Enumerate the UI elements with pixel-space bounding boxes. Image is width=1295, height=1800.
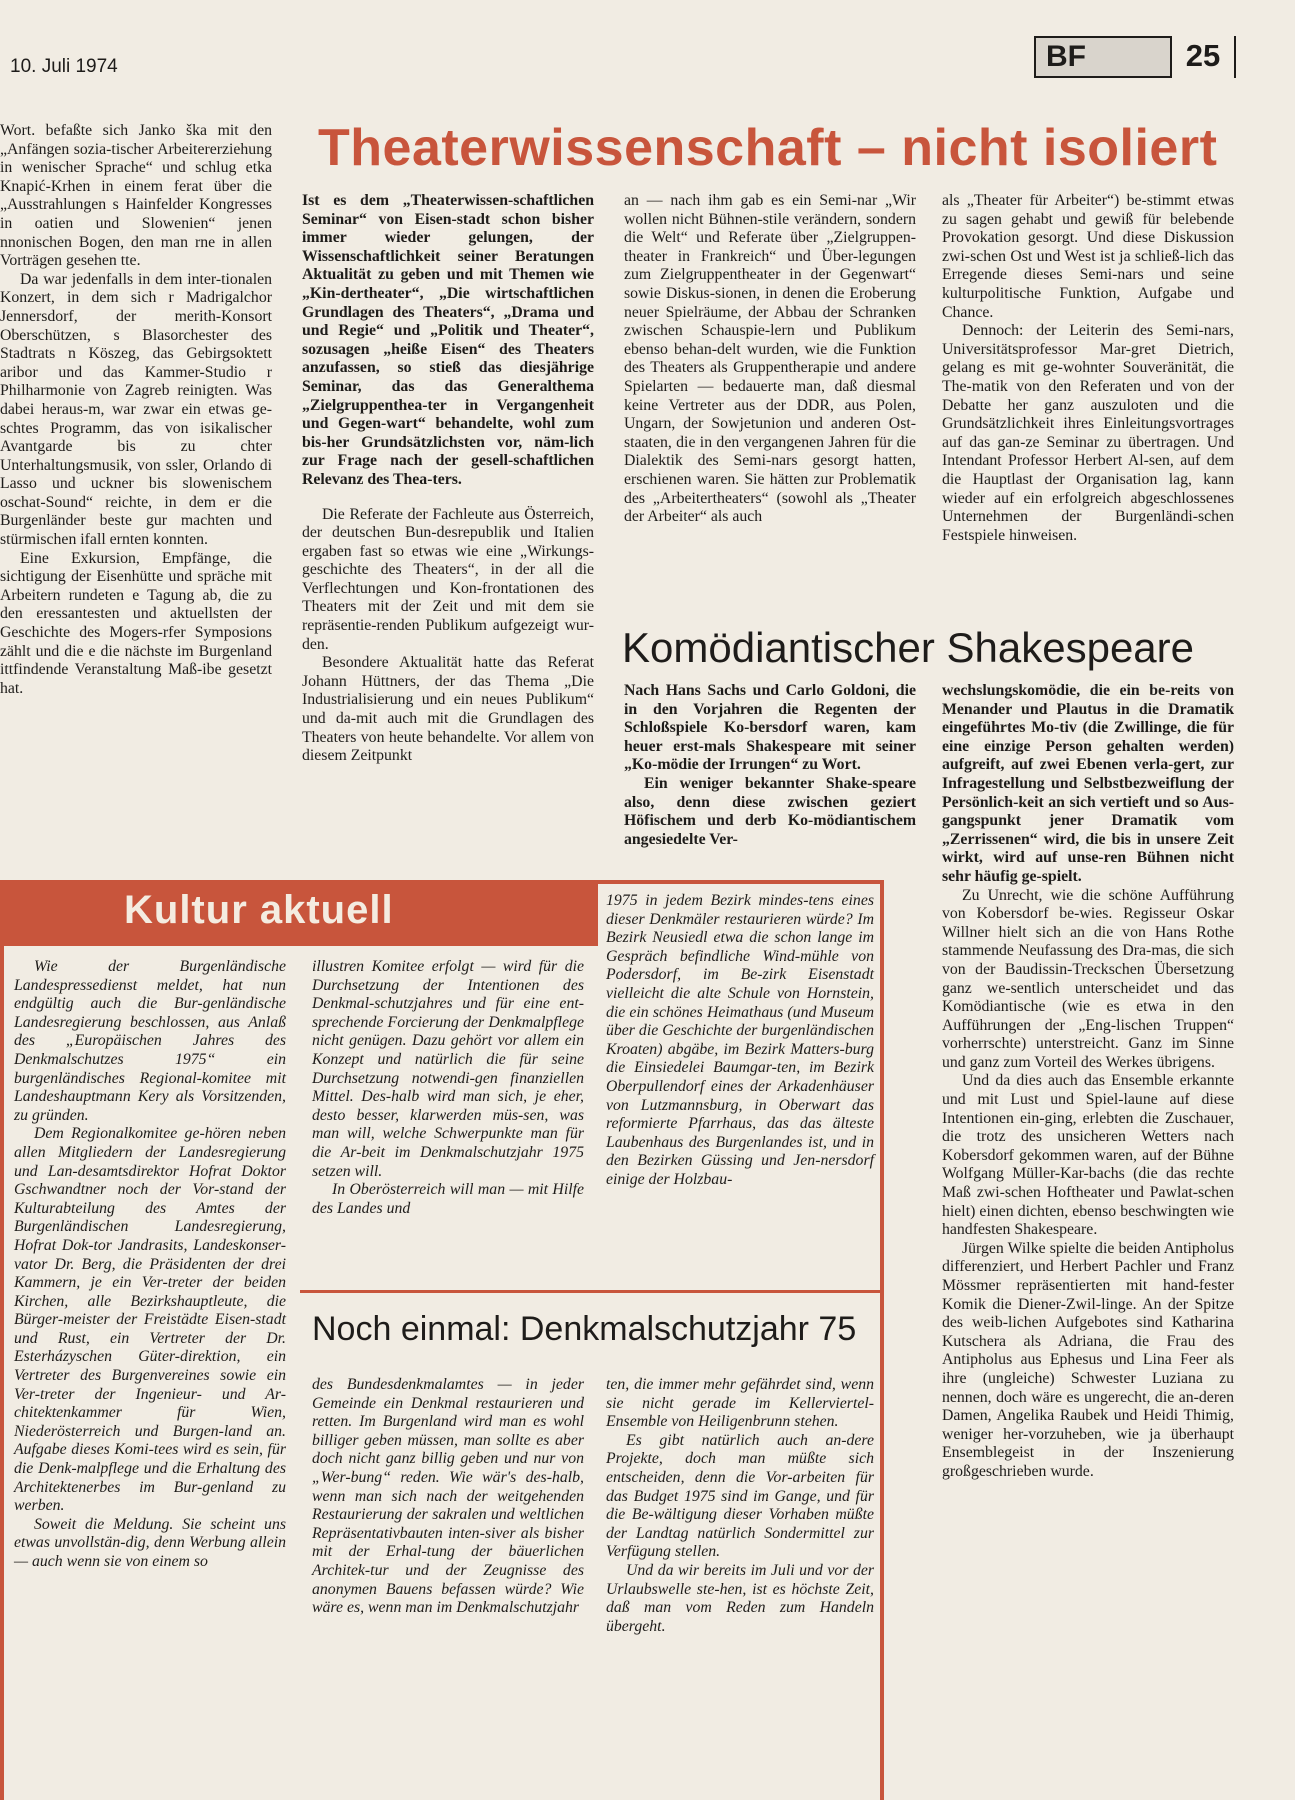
headline-theaterwissenschaft: Theaterwissenschaft – nicht isoliert (318, 119, 1218, 177)
shakespeare-column-1 (624, 682, 916, 849)
section-label: BF (1046, 40, 1086, 73)
issue-date: 10. Juli 1974 (10, 56, 118, 77)
paragraph: des Bundesdenkmalamtes — in jeder Gemeinde ein Denkmal restaurieren und retten. Im Burgenland wird man es wohl billiger geben müssen, man sollte es aber doch nicht ganz billig geben und nur von „Wer-bung“ reden. Wie wär's des-halb, wenn man sich nach der weitgehenden Restaurierung der sakralen und weltlichen Repräsentativbauten inten-siver als bisher mit der Erhal-tung der bäuerlichen Architek-tur und der Zeugnisse des anonymen Bauens befassen würde? Wie wäre es, wenn man im Denkmalschutzjahr (312, 1376, 584, 1617)
box-frame-right (880, 880, 884, 1800)
lead-paragraph: wechslungskomödie, die ein be-reits von Menander und Plautus in die Dramatik eingeführtes Mo-tiv (die Zwillinge, die für eine einzige Person gehalten werden) aufgreift, auf zwei Ebenen verla-gert, zur Infragestellung und Selbstbezweiflung der Persönlich-keit an sich vertieft und so Aus-gangspunkt jener Dramatik vom „Zerrissenen“ wird, die bis in unsere Zeit wirkt, wird auf unse-ren Bühnen nicht sehr häufig ge-spielt. (942, 682, 1234, 885)
paragraph: an — nach ihm gab es ein Semi-nar „Wir wollen nicht Bühnen-stile verändern, sondern die Welt“ und Referate über „Zielgruppen-theater in Frankreich“ und Über-legungen zum Zielgruppentheater in der Gegenwart“ sowie Diskus-sionen, in denen die Eroberung neuer Spielräume, der Abbau der Schranken zwischen Schauspie-lern und Publikum ebenso behan-delt wurden, wie die Funktion des Theaters als Gruppentherapie und andere Spielarten — bedauerte man, daß diesmal keine Vertreter aus der DDR, aus Polen, Ungarn, der Sowjetunion und anderen Ost-staaten, die in den vergangenen Jahren für die Dialektik des Semi-nars gesorgt hatten, erschienen waren. Sie hätten zur Problematik des „Arbeitertheaters“ (sowohl als „Theater der Arbeiter“ als auch (624, 192, 916, 526)
lead-paragraph: Nach Hans Sachs und Carlo Goldoni, die in den Vorjahren die Regenten der Schloßspiele Ko-bersdorf waren, kam heuer erst-mals Shakespeare mit seiner „Ko-mödie der Irrungen“ zu Wort. (624, 682, 916, 774)
paragraph: In Oberösterreich will man — mit Hilfe des Landes und (312, 1181, 584, 1217)
shakespeare-column-2 (942, 682, 1234, 1482)
page-number: 25 (1170, 36, 1234, 78)
denkmal-column-2 (606, 1376, 874, 1636)
kultur-column-3 (606, 892, 874, 1190)
kultur-column-2 (312, 958, 584, 1218)
page-header-box (1034, 36, 1236, 78)
paragraph: Da war jedenfalls in dem inter-tionalen Konzert, in dem sich r Madrigalchor Jennersdorf, der merith-Konsort Oberschützen, s Blasorchester des Stadtrats n Köszeg, das Gebirgsoktett aribor und das Kammer-Studio r Philharmonie von Zagreb reinigten. Was dabei heraus-m, war zwar ein etwas ge-schtes Programm, das von isikalischer Avantgarde bis zu chter Unterhaltungsmusik, von ssler, Orlando di Lasso und uckner bis slowenischem oschat-Sound“ reichte, in dem er die Burgenländer beste gur machten und stürmischen ifall ernten konnten. (0, 270, 272, 549)
paragraph: Dennoch: der Leiterin des Semi-nars, Universitätsprofessor Mar-gret Dietrich, gelang es mit ge-wohnter Souveränität, die The-matik von den Referaten und von der Debatte her ganz auszuloten und die Grundsätzlichkeit ihres Einleitungsvortrages auf das gan-ze Seminar zu übertragen. Und Intendant Professor Herbert Al-sen, auf dem die Hauptlast der Organisation lag, kann wieder auf ein erfolgreich abgeschlossenes Unternehmen der Burgenländi-schen Festspiele hinweisen. (942, 322, 1234, 544)
paragraph: Besondere Aktualität hatte das Referat Johann Hüttners, der das Thema „Die Industrialisierung und ein neues Publikum“ und da-mit auch mit die Grundlagen des Theaters von heute behandelte. Vor allem von diesem Zeitpunkt (302, 654, 594, 765)
theater-column-3 (942, 192, 1234, 545)
theater-column-1 (302, 192, 594, 766)
paragraph: Jürgen Wilke spielte die beiden Antipholus differenziert, und Herbert Pachler und Franz Mössmer repräsentierten mit hand-fester Komik die Diener-Zwil-linge. An der Spitze des weib-lichen Aufgebotes sind Katharina Kutschera als Adriana, die Frau des Antipholus aus Ephesus und Lina Feer als ihre (ungleiche) Schwester Luziana zu nennen, doch wäre es ungerecht, die an-deren Damen, Angelika Raubek und Heidi Thimig, weniger her-vorzuheben, wie ja überhaupt Ensemblegeist in der Inszenierung großgeschrieben wurde. (942, 1239, 1234, 1480)
kultur-aktuell-banner (0, 880, 598, 946)
paragraph: Und da dies auch das Ensemble erkannte und mit Lust und Spiel-laune auf diese Intentionen ein-ging, erlebten die Zuschauer, die trotz des unsicheren Wetters nach Kobersdorf gekommen waren, auf der Bühne Wolfgang Müller-Kar-bachs (die das rechte Maß zwi-schen Hoftheater und Pawlat-schen hielt) einen dichten, ebenso beschwingten wie handfesten Shakespeare. (942, 1072, 1234, 1239)
paragraph: Wie der Burgenländische Landespressedienst meldet, hat nun endgültig auch die Bur-genländische Landesregierung beschlossen, aus Anlaß des „Europäischen Jahres des Denkmalschutzes 1975“ ein burgenländisches Regional-komitee mit Landeshauptmann Kery als Vorsitzenden, zu gründen. (14, 958, 286, 1124)
paragraph: Zu Unrecht, wie die schöne Aufführung von Kobersdorf be-wies. Regisseur Oskar Willner hielt sich an die von Hans Rothe stammende Neufassung des Dra-mas, die sich von der Baudissin-Treckschen Übersetzung ganz we-sentlich unterscheidet und das Komödiantische (wie es etwa in den Aufführungen der „Eng-lischen Truppen“ vorherrschte) unterstreicht. Ganz im Sinne und ganz zum Vorteil des Werkes übrigens. (942, 886, 1234, 1071)
paragraph: Und da wir bereits im Juli und vor der Urlaubswelle ste-hen, ist es höchste Zeit, daß man vom Reden zum Handeln übergeht. (606, 1561, 874, 1635)
paragraph: als „Theater für Arbeiter“) be-stimmt etwas zu sagen gehabt und gewiß für belebende Provokation gesorgt. Und diese Diskussion zwi-schen Ost und West ist ja schließ-lich das Erregende dieses Semi-nars und seine kulturpolitische Funktion, Aufgabe und Chance. (942, 192, 1234, 321)
lead-paragraph: Ein weniger bekannter Shake-speare also, denn diese zwischen geziert Höfischem und derb Ko-mödiantischem angesiedelte Ver- (624, 774, 916, 848)
paragraph: Die Referate der Fachleute aus Österreich, der deutschen Bun-desrepublik und Italien ergaben fast so etwas wie eine „Wirkungs-geschichte des Theaters“, in der all die Verflechtungen und Kon-frontationen des Theaters mit der Zeit und mit dem sie repräsentie-renden Publikum aufgezeigt wur-den. (302, 505, 594, 653)
paragraph: Soweit die Meldung. Sie scheint uns etwas unvollstän-dig, denn Werbung allein — auch wenn sie von einem so (14, 1515, 286, 1570)
left-column (0, 122, 272, 698)
kultur-column-1 (14, 958, 286, 1572)
headline-denkmalschutzjahr: Noch einmal: Denkmalschutzjahr 75 (312, 1310, 857, 1348)
paragraph: illustren Komitee erfolgt — wird für die Durchsetzung der Intentionen des Denkmal-schutzjahres und für eine ent-sprechende Forcierung der Denkmalpflege nicht genügen. Dazu gehört vor allem ein Konzept und natürlich die für seine Durchsetzung notwendi-gen finanziellen Mittel. Des-halb wird man sich, je eher, desto besser, klarwerden müs-sen, was man will, welche Schwerpunkte man für die Ar-beit im Denkmalschutzjahr 1975 setzen will. (312, 958, 584, 1180)
paragraph: Dem Regionalkomitee ge-hören neben allen Mitgliedern der Landesregierung und Lan-desamtsdirektor Hofrat Doktor Gschwandtner noch der Vor-stand der Kulturabteilung des Amtes der Burgenländischen Landesregierung, Hofrat Dok-tor Jandrasits, Landeskonser-vator Dr. Berg, die Präsidenten der drei Kammern, je ein Ver-treter der beiden Kirchen, alle Bezirkshauptleute, die Bürger-meister der Freistädte Eisen-stadt und Rust, ein Vertreter der Dr. Esterházyschen Güter-direktion, ein Vertreter des Burgenvereines sowie ein Ver-treter der Ingenieur- und Ar-chitektenkammer für Wien, Niederösterreich und Burgen-land an. Aufgabe dieses Komi-tees wird es sein, für die Denk-malpflege und die Erhaltung des Architektenerbes im Bur-genland zu werben. (14, 1125, 286, 1515)
headline-shakespeare: Komödiantischer Shakespeare (622, 624, 1195, 671)
banner-title: Kultur aktuell (124, 888, 394, 932)
denkmal-column-1 (312, 1376, 584, 1618)
lead-paragraph: Ist es dem „Theaterwissen-schaftlichen Seminar“ von Eisen-stadt schon bisher immer wieder gelungen, der Wissenschaftlichkeit seiner Beratungen Aktualität zu geben und mit Themen wie „Kin-dertheater“, „Die wirtschaftlichen Grundlagen des Theaters“, „Drama und und Regie“ und „Politik und Theater“, sozusagen „heiße Eisen“ des Theaters anzufassen, so stieß das diesjährige Seminar, das das Generalthema „Zielgruppenthea-ter in Vergangenheit und Gegen-wart“ behandelte, wohl zum bis-her Grundsätzlichsten vor, näm-lich zur Frage nach der gesell-schaftlichen Relevanz des Thea-ters. (302, 192, 594, 488)
paragraph: 1975 in jedem Bezirk mindes-tens eines dieser Denkmäler restaurieren würde? Im Bezirk Neusiedl etwa die schon lange im Gespräch befindliche Wind-mühle von Podersdorf, im Be-zirk Eisenstadt vielleicht die alte Schule von Hornstein, die ein schönes Heimathaus (und Museum über die Geschichte der burgenländischen Kroaten) abgäbe, im Bezirk Matters-burg die Einsiedelei Baumgar-ten, im Bezirk Oberpullendorf eines der Arkadenhäuser von Lutzmannsburg, in Oberwart das reformierte Pfarrhaus, das das älteste Laubenhaus des Burgenlandes ist, und in den Bezirken Güssing und Jen-nersdorf einige der Holzbau- (606, 892, 874, 1188)
paragraph: Eine Exkursion, Empfänge, die sichtigung der Eisenhütte und spräche mit Arbeitern rundeten e Tagung ab, die zu den eressantesten und aktuellsten der Geschichte des Mogers-rfer Symposions zählt und die e die nächste im Burgenland ittfindende Veranstaltung Maß-ibe gesetzt hat. (0, 549, 272, 697)
box-frame-left (0, 880, 4, 1800)
paragraph: Wort. befaßte sich Janko ška mit den „Anfängen sozia-tischer Arbeitererziehung in wenischer Sprache“ und schlug etka Knapić-Krhen in einem ferat über die „Ausstrahlungen s Hainfelder Kongresses in oatien und Slowenien“ jenen nnonischen Bogen, den man rne in allen Vorträgen gesehen tte. (0, 122, 272, 270)
paragraph: Es gibt natürlich auch an-dere Projekte, doch man müßte sich entscheiden, denn die Vor-arbeiten für das Budget 1975 sind im Gange, und für die Be-wältigung dieser Vorhaben müßte der Landtag natürlich Sondermittel zur Verfügung stellen. (606, 1431, 874, 1561)
theater-column-2 (624, 192, 916, 527)
box-frame-top (598, 880, 884, 884)
box-divider (300, 1290, 884, 1293)
paragraph: ten, die immer mehr gefährdet sind, wenn sie nicht gerade im Kellerviertel-Ensemble von Heiligenbrunn stehen. (606, 1376, 874, 1431)
